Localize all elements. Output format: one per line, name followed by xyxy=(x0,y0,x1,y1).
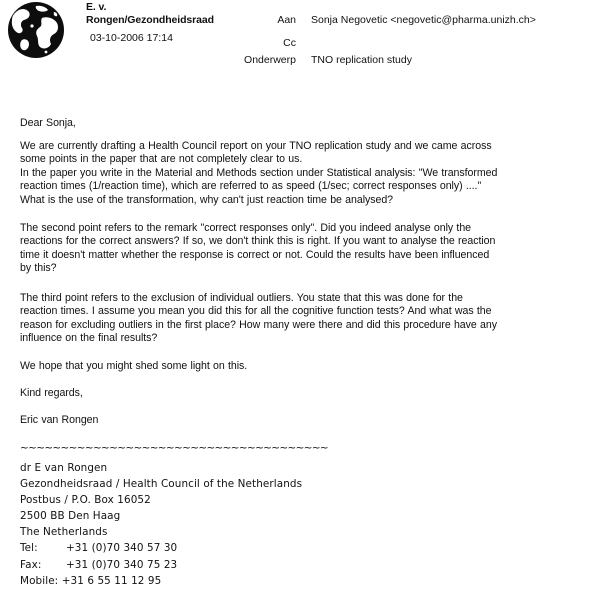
paragraph-3 xyxy=(20,292,585,346)
tel-label: Tel: xyxy=(20,542,38,555)
paragraph-2 xyxy=(20,222,585,276)
paragraph-line: time it doesn't matter whether the response is correct or not. Could the results have been influenced xyxy=(20,248,490,261)
paragraph-line: reactions for the correct answers? If so, we don't think this is right. If you want to analyse the reaction xyxy=(20,235,496,248)
signature-separator: ~~~~~~~~~~~~~~~~~~~~~~~~~~~~~~~~~~~~~~ xyxy=(20,442,329,454)
paragraph-line: The second point refers to the remark "correct responses only". Did you indeed analyse only the xyxy=(20,222,472,234)
paragraph-line: by this? xyxy=(20,262,57,275)
paragraph-line: We are currently drafting a Health Council report on your TNO replication study and we came across xyxy=(20,140,492,152)
paragraph-line: reaction times. I assume you mean you did this for all the cognitive function tests? And what was the xyxy=(20,305,492,318)
cc-label: Cc xyxy=(283,37,296,49)
paragraph-line: reason for excluding outliers in the first place? How many were there and did this procedure have any xyxy=(20,318,497,331)
paragraph-line: reaction times (1/reaction time), which are referred to as speed (1/sec; correct responses only) ...." xyxy=(20,180,482,193)
signature-name: dr E van Rongen xyxy=(20,462,108,474)
paragraph-line: influence on the final results? xyxy=(20,332,158,345)
sent-date: 03-10-2006 17:14 xyxy=(90,32,173,44)
subject-value: TNO replication study xyxy=(311,54,412,66)
paragraph-1 xyxy=(20,140,585,207)
to-label: Aan xyxy=(277,14,296,26)
signature-block xyxy=(20,460,302,589)
paragraph-line: The third point refers to the exclusion of individual outliers. You state that this was done for the xyxy=(20,292,463,304)
signature-postbus: Postbus / P.O. Box 16052 xyxy=(20,494,151,507)
sender-line: E. v. xyxy=(86,1,107,13)
paragraph-line: In the paper you write in the Material and Methods section under Statistical analysis: "We transformed xyxy=(20,166,498,179)
sender-name xyxy=(86,1,214,27)
signoff-name: Eric van Rongen xyxy=(20,414,99,426)
closing: Kind regards, xyxy=(20,387,83,399)
signature-city: 2500 BB Den Haag xyxy=(20,510,121,523)
signature-organisation: Gezondheidsraad / Health Council of the Netherlands xyxy=(20,478,303,491)
paragraph-line: some points in the paper that are not completely clear to us. xyxy=(20,153,303,166)
salutation: Dear Sonja, xyxy=(20,117,76,129)
paragraph-line: What is the use of the transformation, why can't just reaction time be analysed? xyxy=(20,193,394,206)
subject-label: Onderwerp xyxy=(244,54,296,66)
signature-country: The Netherlands xyxy=(20,526,108,539)
fax-label: Fax: xyxy=(20,558,42,571)
paragraph-4: We hope that you might shed some light on this. xyxy=(20,360,248,372)
globe-logo-icon xyxy=(2,0,70,60)
sender-line: Rongen/Gezondheidsraad xyxy=(86,14,214,26)
mobile-value: +31 6 55 11 12 95 xyxy=(61,574,162,587)
to-value: Sonja Negovetic <negovetic@pharma.unizh.ch> xyxy=(311,14,536,26)
signature-fax xyxy=(20,557,302,573)
mobile-label: Mobile: xyxy=(20,574,59,587)
tel-value: +31 (0)70 340 57 30 xyxy=(66,542,178,555)
fax-value: +31 (0)70 340 75 23 xyxy=(66,558,178,571)
signature-tel xyxy=(20,540,302,556)
signature-mobile xyxy=(20,573,302,589)
